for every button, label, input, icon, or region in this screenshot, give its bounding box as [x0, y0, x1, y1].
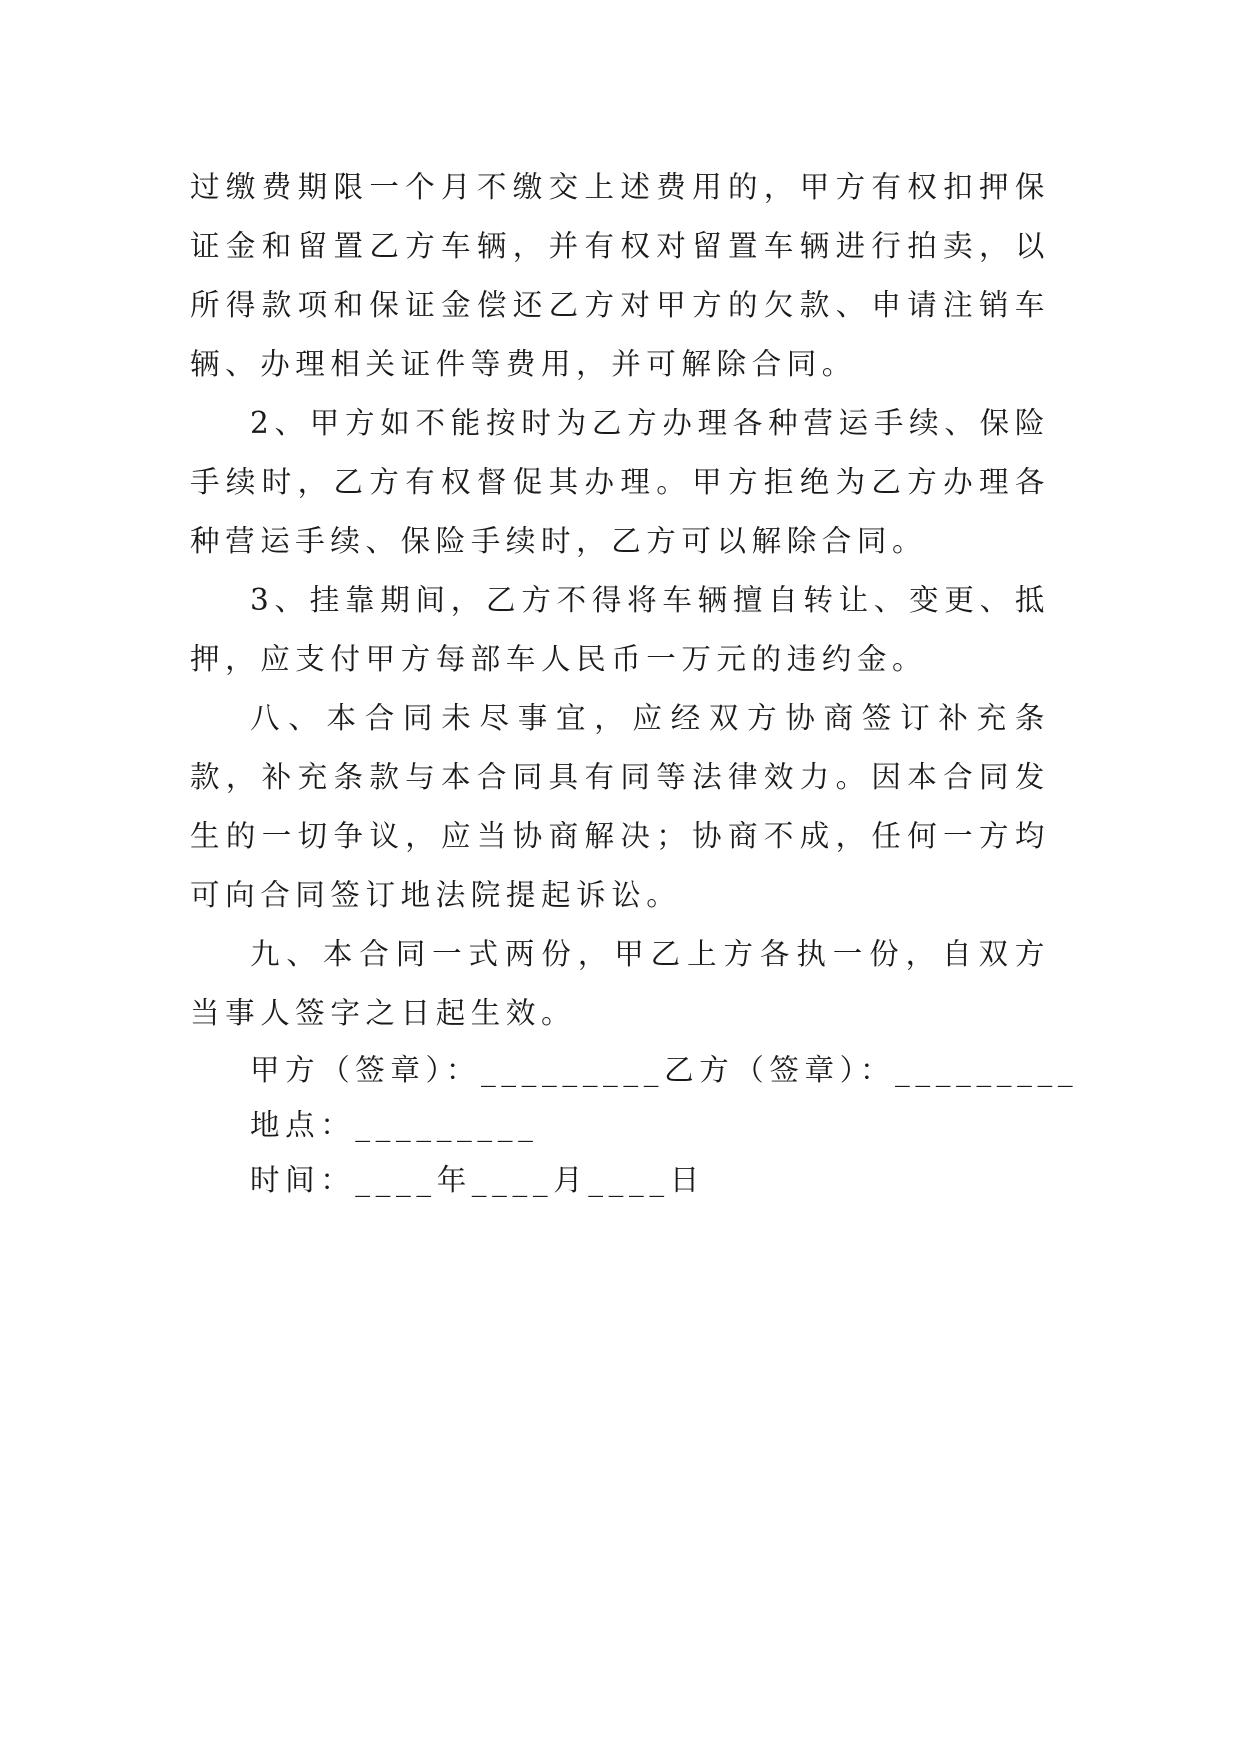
paragraph-article-9: 九、本合同一式两份，甲乙上方各执一份，自双方当事人签字之日起生效。	[190, 937, 1050, 1030]
paragraph-clause-3: 3、挂靠期间，乙方不得将车辆擅自转让、变更、抵押，应支付甲方每部车人民币一万元的违约金。	[190, 583, 1050, 676]
signature-parties-line: 甲方（签章）：_________乙方（签章）：_________	[250, 1053, 1079, 1087]
paragraph-clause-2: 2、甲方如不能按时为乙方办理各种营运手续、保险手续时，乙方有权督促其办理。甲方拒绝为乙方办理各种营运手续、保险手续时，乙方可以解除合同。	[190, 406, 1050, 558]
signature-location-line: 地点：_________	[250, 1108, 539, 1142]
paragraph-article-8: 八、本合同未尽事宜，应经双方协商签订补充条款，补充条款与本合同具有同等法律效力。因本合同发生的一切争议，应当协商解决；协商不成，任何一方均可向合同签订地法院提起诉讼。	[190, 701, 1050, 912]
signature-date-line: 时间：____年____月____日	[250, 1163, 705, 1197]
document-body	[190, 158, 1079, 1208]
paragraph-payment-default: 过缴费期限一个月不缴交上述费用的，甲方有权扣押保证金和留置乙方车辆，并有权对留置车辆进行拍卖，以所得款项和保证金偿还乙方对甲方的欠款、申请注销车辆、办理相关证件等费用，并可解除合同。	[190, 170, 1050, 381]
